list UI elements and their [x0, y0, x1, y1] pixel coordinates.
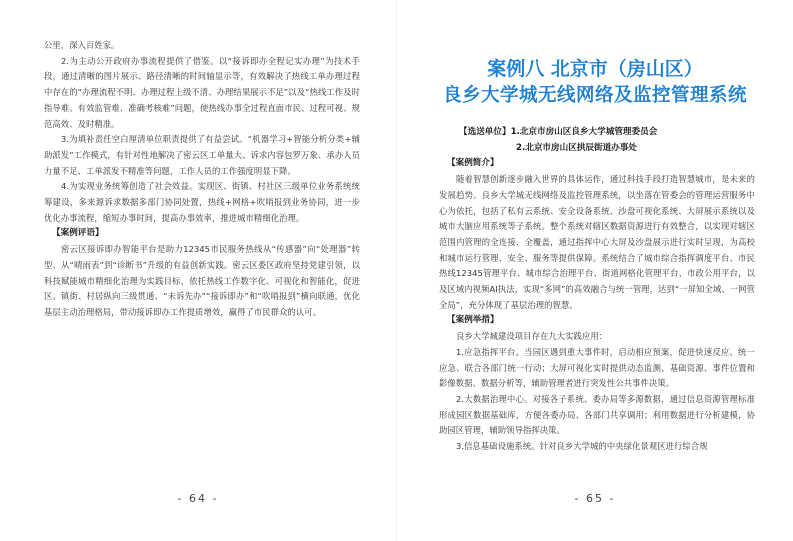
paragraph-practice-1: 1.应急指挥平台。当园区遇到重大事件时，启动相应预案，促进快速反应、统一应急、联合各部门统一行动；大屏可视化实时提供动态监测、基础资源、事件位置和影像数据、数据分析等，辅助管理者进行突发性公共事件决策。	[439, 346, 755, 389]
paragraph-point-2: 2.为主动公开政府办事流程提供了借鉴。以“接诉即办全程记实办理”为技术手段，通过清晰的图片展示、路径清晰的时间轴显示等，有效解决了热线工单办理过程中存在的“办理流程不明、办理过程上级不清、办理结果展示不足”以及“热线工作及时指导难、有效监管难、准确考核难”问题，使热线办事全过程直面市民、过程可视、规范高效、及时精准。	[44, 55, 360, 129]
right-page	[397, 0, 793, 541]
left-page	[0, 0, 396, 541]
submitting-unit-2: 2.北京市房山区拱辰街道办事处	[516, 142, 637, 153]
case-subtitle: 良乡大学城无线网络及监控管理系统	[442, 85, 747, 106]
paragraph-intro: 随着智慧创新逐步融入世界的具体运作，通过科技手段打造智慧城市，是未来的发展趋势。良乡大学城无线网络及监控管理系统，以坐落在管委会的管理运营服务中心为依托，包括了私有云系统、安全设备系统、沙盘可视化系统、大屏展示系统以及城市大脑应用系统等子系统。整个系统对辖区数据资源进行有效整合，以实现对辖区范围内管理的全连接、全覆盖，通过指挥中心大屏及沙盘展示进行实时呈现，为高校和城市运行管理、安全、服务等提供保障。系统结合了城市综合指挥调度平台、市民热线12345管理平台、城市综合治理平台、街道网格化管理平台、市政公用平台，以及区域内视频AI执法，实现“多网”的高效融合与统一管理，达到“一屏知全域、一网管全局”，充分体现了基层治理的智慧。	[439, 174, 755, 310]
page-number-left: - 64 -	[177, 492, 219, 505]
paragraph-continued: 公里，深入百姓家。	[44, 40, 120, 50]
paragraph-practice-3: 3.信息基础设施系统。针对良乡大学城的中央绿化景观区进行综合规	[456, 441, 708, 452]
paragraph-practice-2: 2.大数据治理中心。对接各子系统、委办局等多源数据，通过信息资源管理标准形成园区数据基础库，方便各委办局、各部门共享调用；利用数据进行分析建模，协助园区管理，辅助领导指挥决策。	[439, 393, 755, 436]
page-number-right: - 65 -	[574, 492, 616, 505]
paragraph-comment: 密云区接诉即办智能平台是助力12345市民服务热线从“传感器”向“处理器”转型、从“晴雨表”到“诊断书”升级的有益创新实践。密云区委区政府坚持党建引领，以科技赋能城市精细化治理为实践目标，依托热线工作数字化、可视化和智能化，促进区、镇街、村居纵向三级贯通、“未诉先办”“接诉即办”和“吹哨报到”横向联通，优化基层主动治理格局，带动接诉即办工作提质增效，赢得了市民群众的认可。	[44, 244, 360, 317]
section-heading-practice: 【案例举措】	[447, 315, 499, 326]
section-heading-intro: 【案例简介】	[447, 158, 499, 169]
case-title: 案例八 北京市（房山区）	[487, 58, 703, 80]
paragraph-point-4: 4.为实现业务统筹创造了社会效益。实现区、街镇、村社区三级单位业务系统统筹建设，多来源诉求数据多部门协同处置，热线+网格+吹哨报到业务协同，进一步优化办事流程，缩短办事时间，提高办事效率，推进城市精细化治理。	[44, 181, 360, 223]
paragraph-practice-lead: 良乡大学城建设项目存在九大实践应用：	[456, 331, 608, 342]
left-text-block	[44, 38, 360, 321]
paragraph-point-3: 3.为填补责任空白厘清单位职责提供了有益尝试。“机器学习+智能分析分类+辅助派发”工作模式，有针对性地解决了密云区工单量大、诉求内容包罗万象、承办人员力量不足、工单派发不精准等问题，工作人员的工作强度明显下降。	[44, 134, 360, 176]
right-text-block	[439, 125, 755, 455]
section-heading-comment: 【案例评语】	[52, 228, 104, 239]
submitting-unit-1: 【选送单位】1.北京市房山区良乡大学城管理委员会	[459, 127, 658, 137]
